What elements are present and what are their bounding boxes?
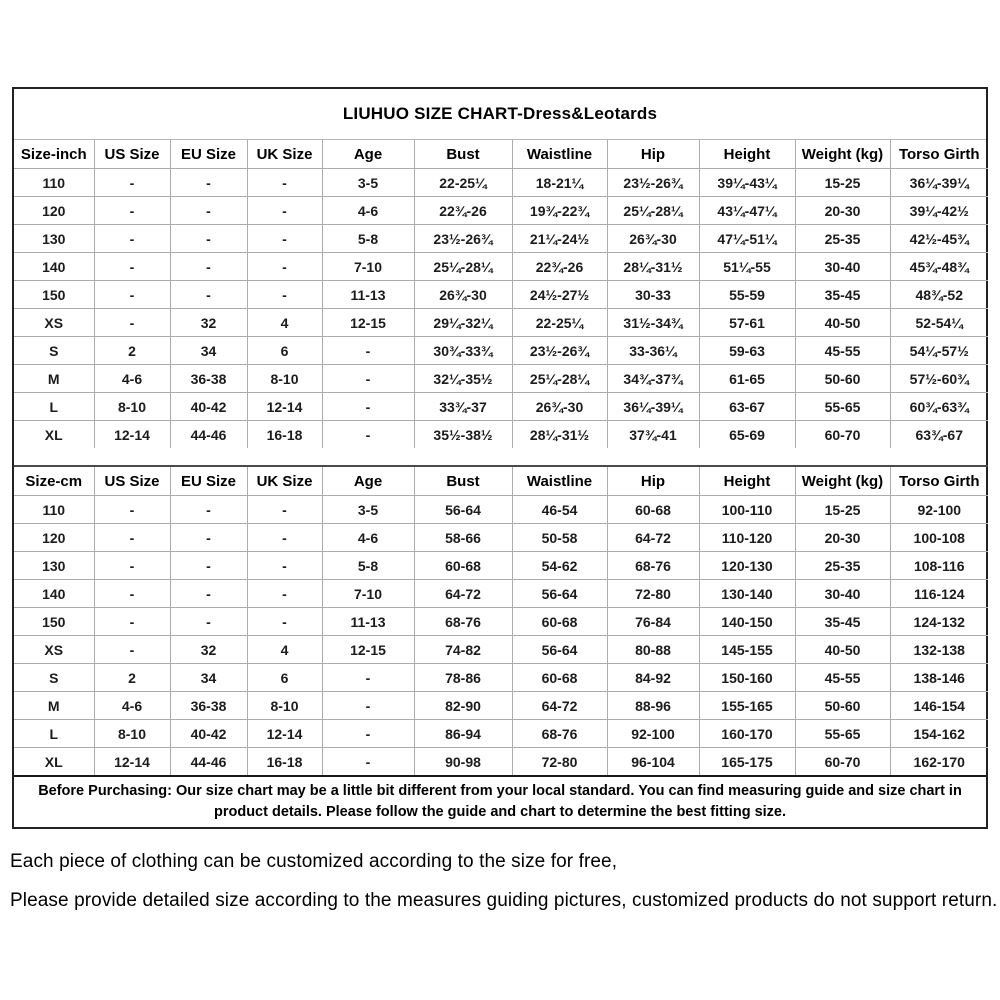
- table-cell: 8-10: [247, 365, 322, 393]
- table-row: [14, 337, 988, 365]
- table-row: [14, 421, 988, 449]
- table-cell: 39¼-42½: [890, 197, 988, 225]
- table-row: [14, 636, 988, 664]
- table-cell: 35-45: [795, 608, 890, 636]
- table-cell: 26¾-30: [512, 393, 607, 421]
- table-cell: 45¾-48¾: [890, 253, 988, 281]
- table-cell: 132-138: [890, 636, 988, 664]
- table-cell: 3-5: [322, 496, 414, 524]
- table-cell: -: [247, 524, 322, 552]
- table-cell: 60¾-63¾: [890, 393, 988, 421]
- table-cell: -: [170, 253, 247, 281]
- table-cell: 30-40: [795, 580, 890, 608]
- table-cell: 39¼-43¼: [699, 169, 795, 197]
- column-header: US Size: [94, 466, 170, 496]
- table-cell: 40-42: [170, 720, 247, 748]
- table-cell: 146-154: [890, 692, 988, 720]
- table-cell: 30¾-33¾: [414, 337, 512, 365]
- table-cell: 45-55: [795, 337, 890, 365]
- table-row: [14, 692, 988, 720]
- table-cell: 37¾-41: [607, 421, 699, 449]
- table-cell: 60-68: [414, 552, 512, 580]
- table-row: [14, 281, 988, 309]
- column-header: UK Size: [247, 466, 322, 496]
- table-cell: -: [322, 393, 414, 421]
- table-row: [14, 365, 988, 393]
- table-cell: 43¼-47¼: [699, 197, 795, 225]
- table-cell: 100-108: [890, 524, 988, 552]
- table-cell: 30-33: [607, 281, 699, 309]
- table-cell: 76-84: [607, 608, 699, 636]
- table-cell: -: [247, 225, 322, 253]
- table-cell: -: [247, 608, 322, 636]
- table-cell: 23½-26¾: [607, 169, 699, 197]
- table-cell: -: [322, 720, 414, 748]
- table-cell: 8-10: [247, 692, 322, 720]
- table-row: [14, 720, 988, 748]
- table-cell: 68-76: [512, 720, 607, 748]
- table-cell: 155-165: [699, 692, 795, 720]
- table-cell: -: [94, 197, 170, 225]
- table-cell: 45-55: [795, 664, 890, 692]
- table-cell: 26¾-30: [414, 281, 512, 309]
- table-cell: 23½-26¾: [414, 225, 512, 253]
- column-header: Weight (kg): [795, 466, 890, 496]
- table-cell: 68-76: [414, 608, 512, 636]
- table-cell: 60-70: [795, 421, 890, 449]
- column-header: Bust: [414, 140, 512, 169]
- table-cell: 7-10: [322, 253, 414, 281]
- table-cell: -: [170, 524, 247, 552]
- table-row: [14, 748, 988, 776]
- table-cell: 68-76: [607, 552, 699, 580]
- table-cell: 3-5: [322, 169, 414, 197]
- table-cell: -: [94, 309, 170, 337]
- table-cell: 44-46: [170, 748, 247, 776]
- table-row: [14, 524, 988, 552]
- table-cell: 72-80: [512, 748, 607, 776]
- table-cell: -: [247, 197, 322, 225]
- table-cell: XL: [14, 421, 94, 449]
- table-cell: -: [322, 748, 414, 776]
- table-cell: 54¼-57½: [890, 337, 988, 365]
- header-row: [14, 140, 988, 169]
- table-cell: -: [94, 169, 170, 197]
- table-cell: 57-61: [699, 309, 795, 337]
- table-cell: L: [14, 393, 94, 421]
- footer-return-note: Please provide detailed size according to the measures guiding pictures, customized products do not support return.: [10, 890, 998, 911]
- table-cell: 150: [14, 608, 94, 636]
- table-cell: 28¼-31½: [512, 421, 607, 449]
- table-cell: 33-36¼: [607, 337, 699, 365]
- table-cell: 130-140: [699, 580, 795, 608]
- table-cell: 55-65: [795, 393, 890, 421]
- table-cell: -: [170, 281, 247, 309]
- table-cell: 51¼-55: [699, 253, 795, 281]
- column-header: Height: [699, 466, 795, 496]
- table-cell: 50-60: [795, 365, 890, 393]
- table-cell: 4: [247, 309, 322, 337]
- table-cell: 55-59: [699, 281, 795, 309]
- table-cell: 46-54: [512, 496, 607, 524]
- table-cell: 60-70: [795, 748, 890, 776]
- table-cell: -: [94, 496, 170, 524]
- table-cell: 20-30: [795, 197, 890, 225]
- table-cell: 22-25¼: [414, 169, 512, 197]
- table-cell: -: [322, 692, 414, 720]
- column-header: US Size: [94, 140, 170, 169]
- table-cell: -: [322, 365, 414, 393]
- table-cell: 60-68: [512, 664, 607, 692]
- column-header: Weight (kg): [795, 140, 890, 169]
- table-cell: 88-96: [607, 692, 699, 720]
- table-cell: 56-64: [414, 496, 512, 524]
- table-cell: 15-25: [795, 169, 890, 197]
- table-cell: XS: [14, 309, 94, 337]
- table-cell: 32¼-35½: [414, 365, 512, 393]
- table-cell: -: [247, 496, 322, 524]
- table-cell: 78-86: [414, 664, 512, 692]
- table-cell: 34: [170, 337, 247, 365]
- table-cell: 33¾-37: [414, 393, 512, 421]
- table-cell: 36-38: [170, 692, 247, 720]
- table-cell: 31½-34¾: [607, 309, 699, 337]
- table-cell: 32: [170, 636, 247, 664]
- table-cell: 25-35: [795, 225, 890, 253]
- table-cell: 124-132: [890, 608, 988, 636]
- table-cell: 30-40: [795, 253, 890, 281]
- table-cell: 22-25¼: [512, 309, 607, 337]
- table-cell: 34¾-37¾: [607, 365, 699, 393]
- table-cell: -: [170, 608, 247, 636]
- table-cell: S: [14, 664, 94, 692]
- table-cell: 63¾-67: [890, 421, 988, 449]
- table-cell: 35-45: [795, 281, 890, 309]
- column-header: Age: [322, 140, 414, 169]
- purchase-note: Before Purchasing: Our size chart may be a little bit different from your local standard. You can find measuring guide and size chart in product details. Please follow the guide and chart to determine the best fitting size.: [14, 775, 986, 827]
- table-row: [14, 393, 988, 421]
- table-header-cm: [14, 466, 988, 496]
- table-cell: 24½-27½: [512, 281, 607, 309]
- table-cell: L: [14, 720, 94, 748]
- table-cell: 140: [14, 580, 94, 608]
- table-cell: 15-25: [795, 496, 890, 524]
- table-cell: 8-10: [94, 393, 170, 421]
- table-cell: 12-15: [322, 309, 414, 337]
- table-cell: 110: [14, 496, 94, 524]
- table-cell: 12-14: [94, 748, 170, 776]
- table-cell: -: [247, 169, 322, 197]
- table-body-cm: [14, 496, 988, 776]
- table-cell: 120: [14, 524, 94, 552]
- table-cell: 42½-45¾: [890, 225, 988, 253]
- table-cell: 130: [14, 552, 94, 580]
- column-header: Torso Girth: [890, 466, 988, 496]
- table-cell: 110-120: [699, 524, 795, 552]
- table-cell: 16-18: [247, 421, 322, 449]
- table-cell: 100-110: [699, 496, 795, 524]
- table-cell: 22¾-26: [512, 253, 607, 281]
- column-header: Waistline: [512, 466, 607, 496]
- table-cell: 59-63: [699, 337, 795, 365]
- table-cell: 35½-38½: [414, 421, 512, 449]
- table-gap: [14, 448, 986, 465]
- table-row: [14, 197, 988, 225]
- table-cell: 23½-26¾: [512, 337, 607, 365]
- table-cell: 12-14: [247, 720, 322, 748]
- column-header: EU Size: [170, 466, 247, 496]
- table-cell: 56-64: [512, 636, 607, 664]
- table-cell: 52-54¼: [890, 309, 988, 337]
- table-row: [14, 608, 988, 636]
- table-cell: 29¼-32¼: [414, 309, 512, 337]
- table-cell: 21¼-24½: [512, 225, 607, 253]
- table-cell: 36¼-39¼: [607, 393, 699, 421]
- table-cell: 108-116: [890, 552, 988, 580]
- table-cell: 165-175: [699, 748, 795, 776]
- table-cell: 28¼-31½: [607, 253, 699, 281]
- table-cell: -: [94, 253, 170, 281]
- table-cell: 120: [14, 197, 94, 225]
- table-cell: 22¾-26: [414, 197, 512, 225]
- table-cell: 26¾-30: [607, 225, 699, 253]
- table-cell: -: [322, 664, 414, 692]
- table-row: [14, 580, 988, 608]
- table-cell: M: [14, 365, 94, 393]
- table-cell: 4-6: [94, 365, 170, 393]
- column-header: Torso Girth: [890, 140, 988, 169]
- table-cell: -: [322, 421, 414, 449]
- column-header: UK Size: [247, 140, 322, 169]
- table-cell: 5-8: [322, 225, 414, 253]
- table-cell: 19¾-22¾: [512, 197, 607, 225]
- table-cell: S: [14, 337, 94, 365]
- table-cell: 16-18: [247, 748, 322, 776]
- table-cell: -: [94, 636, 170, 664]
- table-cell: 7-10: [322, 580, 414, 608]
- header-row: [14, 466, 988, 496]
- table-row: [14, 496, 988, 524]
- table-cell: -: [94, 225, 170, 253]
- table-cell: 64-72: [607, 524, 699, 552]
- table-cell: -: [170, 496, 247, 524]
- size-table-cm: [14, 465, 988, 775]
- table-cell: 160-170: [699, 720, 795, 748]
- table-cell: 145-155: [699, 636, 795, 664]
- table-cell: -: [94, 281, 170, 309]
- column-header: Size-cm: [14, 466, 94, 496]
- table-cell: 40-50: [795, 636, 890, 664]
- table-cell: 4-6: [322, 524, 414, 552]
- table-cell: 92-100: [890, 496, 988, 524]
- table-cell: 84-92: [607, 664, 699, 692]
- table-cell: 60-68: [607, 496, 699, 524]
- table-cell: -: [322, 337, 414, 365]
- table-cell: 4: [247, 636, 322, 664]
- table-cell: -: [247, 552, 322, 580]
- table-cell: 140: [14, 253, 94, 281]
- table-cell: -: [170, 580, 247, 608]
- table-cell: 96-104: [607, 748, 699, 776]
- table-cell: 140-150: [699, 608, 795, 636]
- table-cell: -: [247, 281, 322, 309]
- table-cell: 4-6: [322, 197, 414, 225]
- table-cell: M: [14, 692, 94, 720]
- size-table-inch: [14, 140, 988, 448]
- table-row: [14, 664, 988, 692]
- table-cell: 54-62: [512, 552, 607, 580]
- table-cell: 25¼-28¼: [414, 253, 512, 281]
- table-cell: 6: [247, 337, 322, 365]
- table-cell: -: [170, 197, 247, 225]
- table-cell: 34: [170, 664, 247, 692]
- table-cell: 150: [14, 281, 94, 309]
- table-cell: -: [94, 580, 170, 608]
- table-cell: -: [94, 552, 170, 580]
- table-cell: 72-80: [607, 580, 699, 608]
- table-cell: 12-14: [94, 421, 170, 449]
- table-cell: 74-82: [414, 636, 512, 664]
- table-cell: 50-60: [795, 692, 890, 720]
- column-header: Hip: [607, 140, 699, 169]
- table-cell: 120-130: [699, 552, 795, 580]
- column-header: EU Size: [170, 140, 247, 169]
- table-cell: 25¼-28¼: [607, 197, 699, 225]
- table-cell: -: [170, 169, 247, 197]
- table-cell: 20-30: [795, 524, 890, 552]
- table-cell: 48¾-52: [890, 281, 988, 309]
- table-cell: 2: [94, 664, 170, 692]
- table-cell: 6: [247, 664, 322, 692]
- table-cell: -: [170, 552, 247, 580]
- footer-customization-note: Each piece of clothing can be customized according to the size for free,: [10, 851, 618, 872]
- table-cell: -: [247, 253, 322, 281]
- table-cell: 18-21¼: [512, 169, 607, 197]
- table-cell: 12-15: [322, 636, 414, 664]
- table-cell: 82-90: [414, 692, 512, 720]
- table-cell: 64-72: [414, 580, 512, 608]
- size-chart-box: [12, 87, 988, 829]
- table-cell: 25¼-28¼: [512, 365, 607, 393]
- table-cell: XS: [14, 636, 94, 664]
- table-row: [14, 169, 988, 197]
- table-cell: 162-170: [890, 748, 988, 776]
- table-cell: 36-38: [170, 365, 247, 393]
- table-row: [14, 552, 988, 580]
- table-cell: XL: [14, 748, 94, 776]
- table-cell: 154-162: [890, 720, 988, 748]
- table-cell: 44-46: [170, 421, 247, 449]
- table-cell: 58-66: [414, 524, 512, 552]
- table-cell: 86-94: [414, 720, 512, 748]
- table-body-inch: [14, 169, 988, 449]
- table-cell: -: [247, 580, 322, 608]
- table-row: [14, 225, 988, 253]
- table-cell: 40-42: [170, 393, 247, 421]
- table-cell: -: [170, 225, 247, 253]
- table-cell: 57½-60¾: [890, 365, 988, 393]
- table-cell: 11-13: [322, 281, 414, 309]
- table-cell: 80-88: [607, 636, 699, 664]
- table-cell: 55-65: [795, 720, 890, 748]
- table-cell: 92-100: [607, 720, 699, 748]
- table-cell: 56-64: [512, 580, 607, 608]
- table-cell: 50-58: [512, 524, 607, 552]
- table-cell: 47¼-51¼: [699, 225, 795, 253]
- table-cell: 11-13: [322, 608, 414, 636]
- column-header: Bust: [414, 466, 512, 496]
- table-cell: 25-35: [795, 552, 890, 580]
- table-cell: 32: [170, 309, 247, 337]
- table-cell: 2: [94, 337, 170, 365]
- table-cell: 8-10: [94, 720, 170, 748]
- table-cell: 150-160: [699, 664, 795, 692]
- column-header: Size-inch: [14, 140, 94, 169]
- column-header: Height: [699, 140, 795, 169]
- table-header-inch: [14, 140, 988, 169]
- column-header: Hip: [607, 466, 699, 496]
- table-cell: 110: [14, 169, 94, 197]
- page-title: LIUHUO SIZE CHART-Dress&Leotards: [14, 89, 986, 140]
- table-cell: 64-72: [512, 692, 607, 720]
- table-cell: 61-65: [699, 365, 795, 393]
- table-row: [14, 253, 988, 281]
- table-cell: 63-67: [699, 393, 795, 421]
- column-header: Age: [322, 466, 414, 496]
- column-header: Waistline: [512, 140, 607, 169]
- table-cell: 12-14: [247, 393, 322, 421]
- table-row: [14, 309, 988, 337]
- table-cell: 138-146: [890, 664, 988, 692]
- table-cell: 5-8: [322, 552, 414, 580]
- table-cell: 130: [14, 225, 94, 253]
- table-cell: 116-124: [890, 580, 988, 608]
- table-cell: 65-69: [699, 421, 795, 449]
- table-cell: -: [94, 524, 170, 552]
- table-cell: 40-50: [795, 309, 890, 337]
- table-cell: -: [94, 608, 170, 636]
- table-cell: 90-98: [414, 748, 512, 776]
- table-cell: 60-68: [512, 608, 607, 636]
- table-cell: 4-6: [94, 692, 170, 720]
- table-cell: 36¼-39¼: [890, 169, 988, 197]
